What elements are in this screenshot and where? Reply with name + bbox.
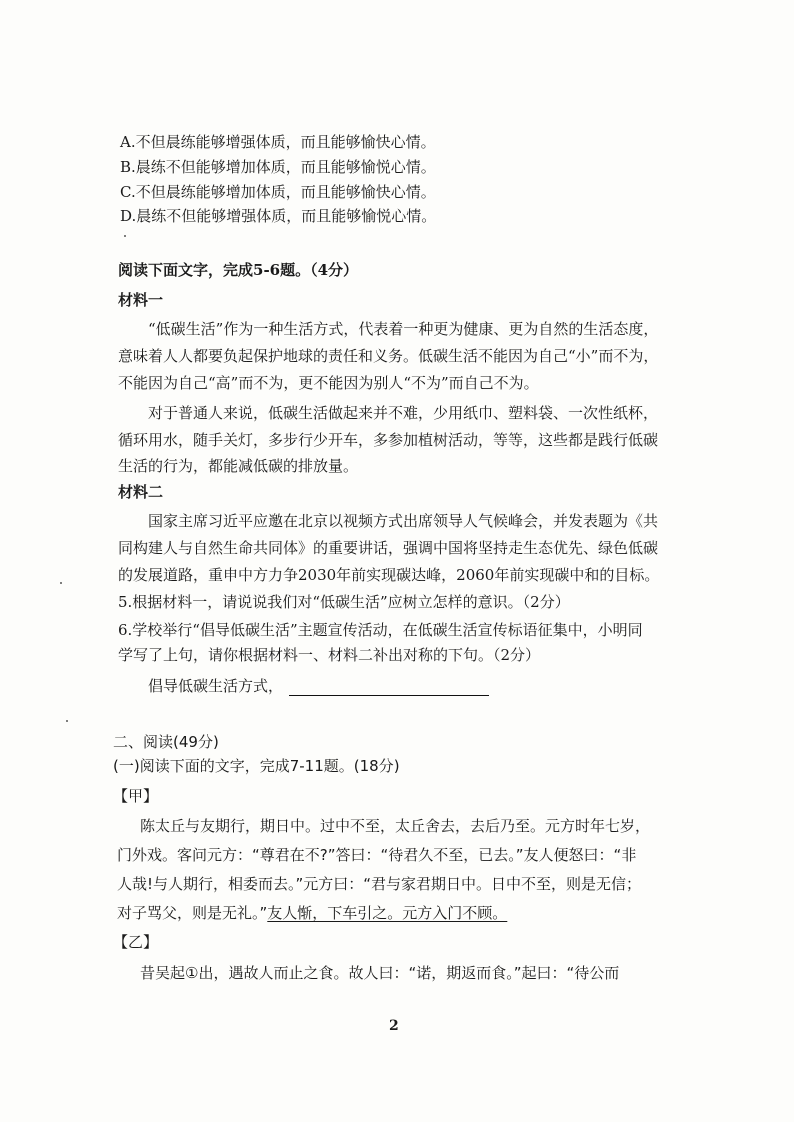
material2-title: 材料二 (118, 483, 164, 501)
passage-jia-line: 陈太丘与友期行，期日中。过中不至，太丘舍去，去后乃至。元方时年七岁， (140, 817, 651, 835)
answer-prompt: 倡导低碳生活方式， (148, 677, 284, 695)
passage-jia-line: 人哉!与人期行，相委而去。”元方曰：“君与家君期日中。日中不至，则是无信； (117, 875, 642, 893)
question-6-continued: 学写了上句，请你根据材料一、材料二补出对称的下句。（2分） (118, 646, 541, 664)
passage-jia-text: 对子骂父，则是无礼。” (117, 904, 268, 922)
option-b: B.晨练不但能够增加体质，而且能够愉悦心情。 (120, 158, 436, 176)
question-6: 6.学校举行“倡导低碳生活”主题宣传活动，在低碳生活宣传标语征集中，小明同 (118, 621, 643, 639)
option-c: C.不但晨练能够增加体质，而且能够愉快心情。 (120, 183, 436, 201)
material1-line: 对于普通人来说，低碳生活做起来并不难，少用纸巾、塑料袋、一次性纸杯， (148, 404, 659, 422)
option-d: D.晨练不但能够增强体质，而且能够愉悦心情。 (120, 207, 437, 225)
section-2-title: 二、阅读(49分) (113, 733, 219, 751)
answer-blank[interactable] (289, 679, 489, 696)
question-5: 5.根据材料一，请说说我们对“低碳生活”应树立怎样的意识。（2分） (118, 593, 570, 611)
material1-line: “低碳生活”作为一种生活方式，代表着一种更为健康、更为自然的生活态度， (148, 320, 659, 338)
passage-jia-line (117, 903, 507, 923)
underlined-sentence: 友人惭，下车引之。元方入门不顾。 (267, 904, 508, 922)
page-number: 2 (389, 1018, 399, 1034)
material2-line: 的发展道路，重申中方力争2030年前实现碳达峰，2060年前实现碳中和的目标。 (118, 566, 660, 584)
material1-line: 意味着人人都要负起保护地球的责任和义务。低碳生活不能因为自己“小”而不为， (118, 347, 659, 365)
passage-jia-line: 门外戏。客问元方：“尊君在不?”答曰：“待君久不至，已去。”友人便怒曰：“非 (117, 846, 637, 864)
question-6-answer-line (148, 676, 489, 696)
material1-title: 材料一 (118, 291, 164, 309)
passage-yi-line: 昔吴起①出，遇故人而止之食。故人曰：“诺，期返而食。”起曰：“待公而 (140, 964, 620, 982)
scan-speck (66, 720, 68, 722)
material1-line: 生活的行为，都能减低碳的排放量。 (118, 457, 359, 475)
material1-line: 不能因为自己“高”而不为，更不能因为别人“不为”而自己不为。 (118, 374, 539, 392)
material2-line: 国家主席习近平应邀在北京以视频方式出席领导人气候峰会，并发表题为《共 (148, 512, 659, 530)
material2-line: 同构建人与自然生命共同体》的重要讲话，强调中国将坚持走生态优先、绿色低碳 (118, 539, 659, 557)
scan-speck (60, 582, 62, 584)
reading-intro: 阅读下面文字，完成5-6题。（4分） (118, 261, 359, 279)
scan-speck (124, 235, 126, 237)
option-a: A.不但晨练能够增强体质，而且能够愉快心情。 (120, 133, 436, 151)
passage-jia-label: 【甲】 (113, 787, 159, 805)
section-2-sub1: (一)阅读下面的文字，完成7-11题。(18分) (113, 757, 400, 775)
material1-line: 循环用水，随手关灯，多步行少开车，多参加植树活动，等等，这些都是践行低碳 (118, 431, 659, 449)
passage-yi-label: 【乙】 (113, 933, 159, 951)
